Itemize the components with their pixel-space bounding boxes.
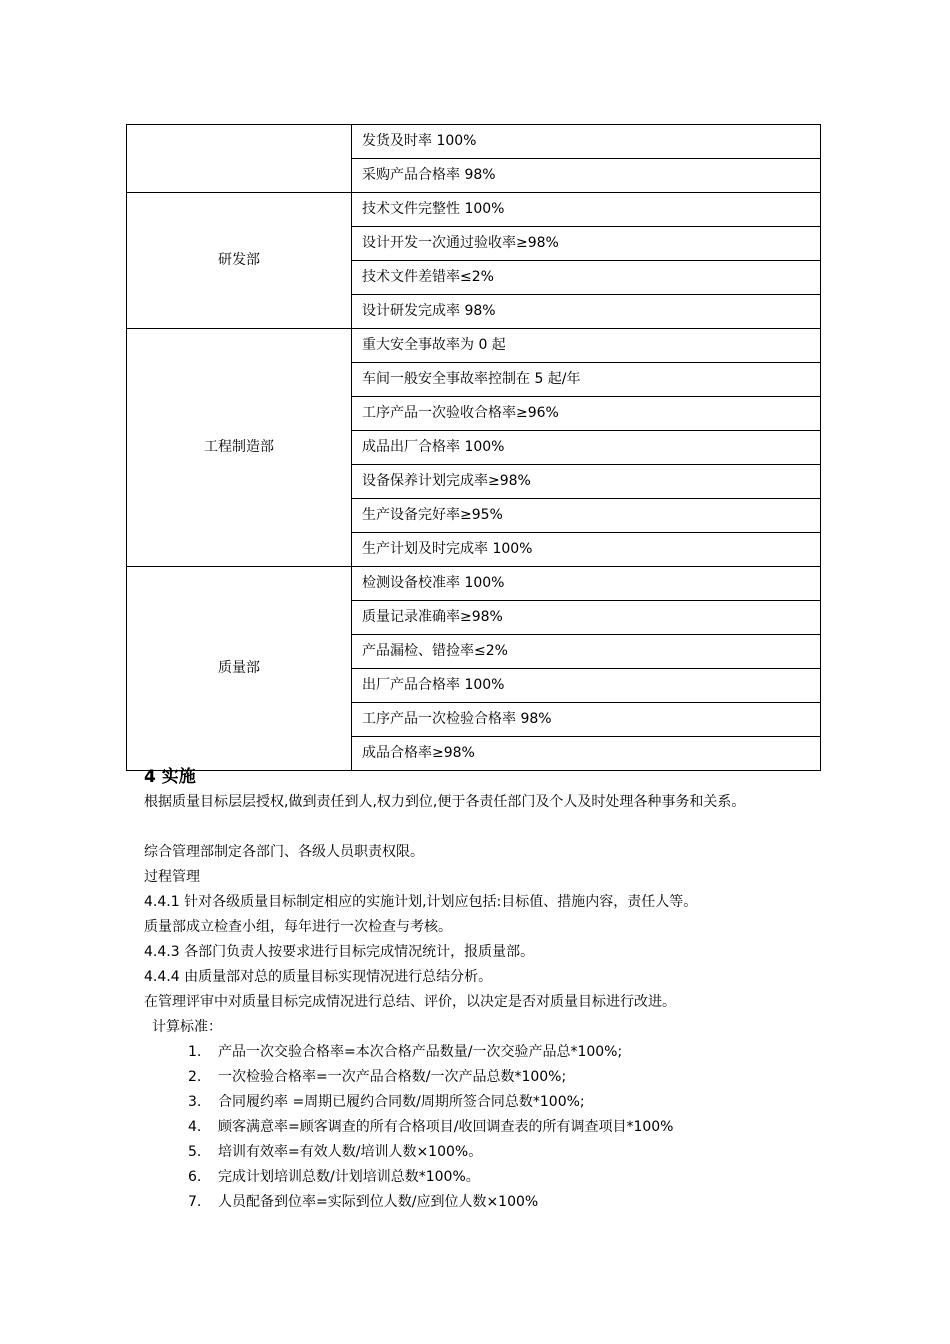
paragraph: 4.4.4 由质量部对总的质量目标实现情况进行总结分析。 (144, 969, 493, 985)
list-number: 5. (188, 1144, 202, 1160)
goal-item: 重大安全事故率为 0 起 (352, 329, 821, 363)
paragraph: 质量部成立检查小组，每年进行一次检查与考核。 (144, 919, 452, 935)
goal-item: 设计研发完成率 98% (352, 295, 821, 329)
goal-item: 设计开发一次通过验收率≥98% (352, 227, 821, 261)
table-row (127, 193, 821, 227)
goal-item: 工序产品一次验收合格率≥96% (352, 397, 821, 431)
formula-text: 产品一次交验合格率=本次合格产品数量/一次交验产品总*100%; (218, 1044, 623, 1060)
goal-item: 车间一般安全事故率控制在 5 起/年 (352, 363, 821, 397)
formula-text: 顾客满意率=顾客调查的所有合格项目/收回调查表的所有调查项目*100% (218, 1119, 674, 1135)
list-number: 6. (188, 1169, 202, 1185)
paragraph: 4.4.1 针对各级质量目标制定相应的实施计划,计划应包括:目标值、措施内容，责任人等。 (144, 894, 698, 910)
goal-item: 生产设备完好率≥95% (352, 499, 821, 533)
list-number: 7. (188, 1194, 202, 1210)
paragraph: 4.4.3 各部门负责人按要求进行目标完成情况统计，报质量部。 (144, 944, 535, 960)
list-item (188, 1165, 673, 1190)
department-cell (127, 125, 352, 193)
goal-item: 技术文件差错率≤2% (352, 261, 821, 295)
formula-text: 人员配备到位率=实际到位人数/应到位人数×100% (218, 1194, 539, 1210)
table-row (127, 125, 821, 159)
section-heading: 4 实施 (144, 767, 196, 787)
paragraph: 在管理评审中对质量目标完成情况进行总结、评价，以决定是否对质量目标进行改进。 (144, 994, 676, 1010)
goal-item: 成品合格率≥98% (352, 737, 821, 771)
department-cell: 工程制造部 (127, 329, 352, 567)
list-number: 1. (188, 1044, 202, 1060)
list-number: 2. (188, 1069, 202, 1085)
formula-text: 合同履约率 =周期已履约合同数/周期所签合同总数*100%; (218, 1094, 585, 1110)
goal-item: 工序产品一次检验合格率 98% (352, 703, 821, 737)
goal-item: 发货及时率 100% (352, 125, 821, 159)
goal-item: 产品漏检、错捡率≤2% (352, 635, 821, 669)
list-item (188, 1065, 673, 1090)
formula-text: 培训有效率=有效人数/培训人数×100%。 (218, 1144, 483, 1160)
list-number: 3. (188, 1094, 202, 1110)
goal-item: 成品出厂合格率 100% (352, 431, 821, 465)
table-row (127, 567, 821, 601)
formula-text: 一次检验合格率=一次产品合格数/一次产品总数*100%; (218, 1069, 567, 1085)
list-item (188, 1140, 673, 1165)
paragraph: 根据质量目标层层授权,做到责任到人,权力到位,便于各责任部门及个人及时处理各种事务和关系。 (144, 794, 746, 810)
list-number: 4. (188, 1119, 202, 1135)
table-row (127, 329, 821, 363)
goal-item: 设备保养计划完成率≥98% (352, 465, 821, 499)
paragraph: 过程管理 (144, 869, 200, 885)
department-cell: 质量部 (127, 567, 352, 771)
paragraph: 综合管理部制定各部门、各级人员职责权限。 (144, 844, 424, 860)
goal-item: 出厂产品合格率 100% (352, 669, 821, 703)
goal-item: 质量记录准确率≥98% (352, 601, 821, 635)
list-item (188, 1040, 673, 1065)
list-item (188, 1190, 673, 1215)
formula-list (188, 1040, 673, 1215)
list-item (188, 1090, 673, 1115)
list-item (188, 1115, 673, 1140)
goal-item: 技术文件完整性 100% (352, 193, 821, 227)
formula-text: 完成计划培训总数/计划培训总数*100%。 (218, 1169, 480, 1185)
goal-item: 检测设备校准率 100% (352, 567, 821, 601)
calc-standard-title: 计算标准： (152, 1019, 222, 1035)
goal-item: 采购产品合格率 98% (352, 159, 821, 193)
department-cell: 研发部 (127, 193, 352, 329)
quality-goals-table (126, 124, 821, 771)
goal-item: 生产计划及时完成率 100% (352, 533, 821, 567)
